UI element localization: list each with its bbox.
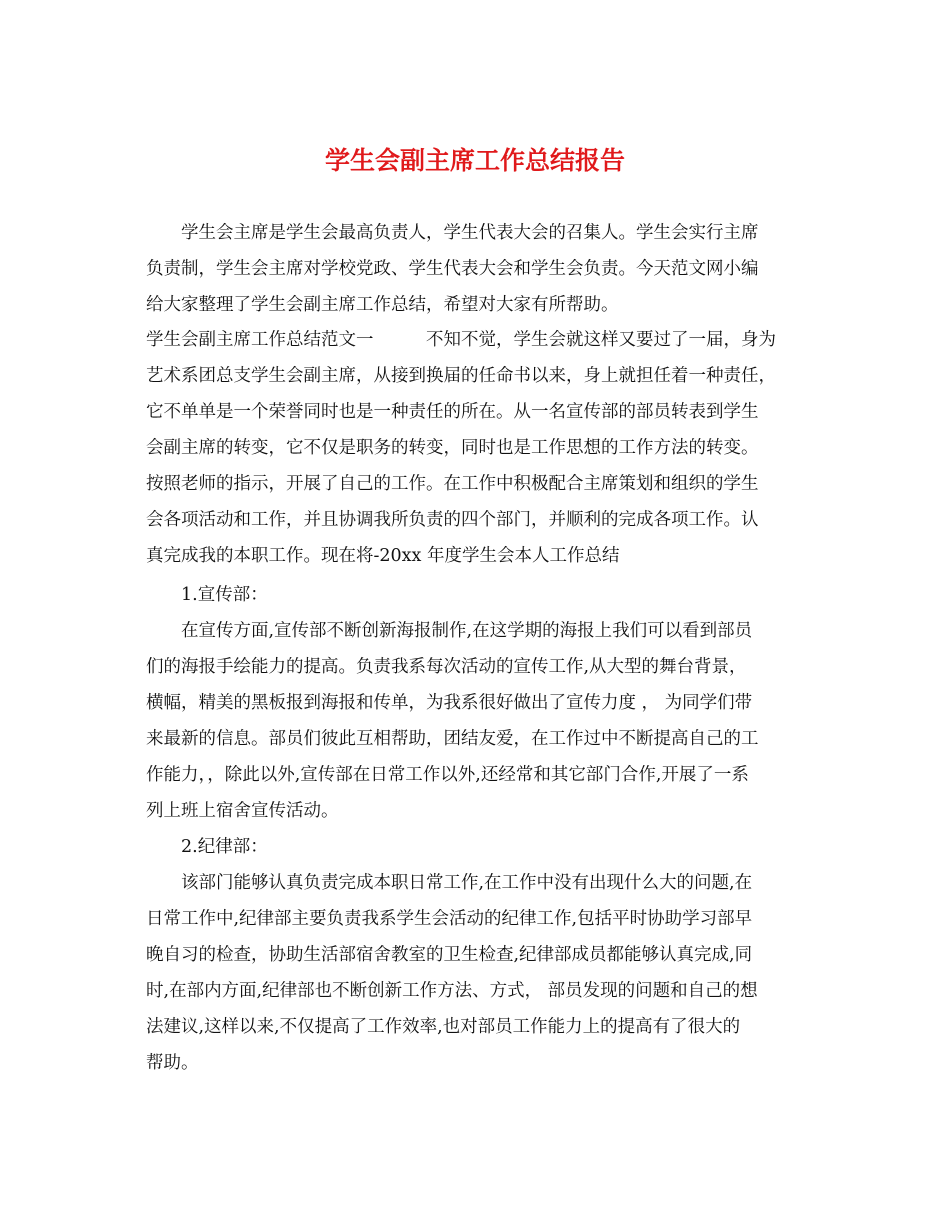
- body-line: 在宣传方面,宣传部不断创新海报制作,在这学期的海报上我们可以看到部员: [146, 621, 753, 641]
- body-line: 日常工作中,纪律部主要负责我系学生会活动的纪律工作,包括平时协助学习部早: [146, 909, 753, 929]
- body-line: 负责制，学生会主席对学校党政、学生代表大会和学生会负责。今天范文网小编: [146, 259, 759, 279]
- body-line: 艺术系团总支学生会副主席，从接到换届的任命书以来，身上就担任着一种责任，: [146, 366, 776, 386]
- section-heading: 2.纪律部：: [146, 837, 268, 857]
- body-line: 时,在部内方面,纪律部也不断创新工作方法、方式， 部员发现的问题和自己的想: [146, 981, 758, 1001]
- body-line: 帮助。: [146, 1053, 199, 1073]
- body-line: 晚自习的检查，协助生活部宿舍教室的卫生检查,纪律部成员都能够认真完成,同: [146, 945, 753, 965]
- body-line: 法建议,这样以来,不仅提高了工作效率,也对部员工作能力上的提高有了很大的: [146, 1017, 741, 1037]
- body-line: 给大家整理了学生会副主席工作总结，希望对大家有所帮助。: [146, 295, 619, 315]
- body-line: 学生会副主席工作总结范文一 不知不觉，学生会就这样又要过了一届，身为: [146, 330, 776, 350]
- body-line: 会各项活动和工作，并且协调我所负责的四个部门，并顺利的完成各项工作。认: [146, 510, 759, 530]
- body-line: 列上班上宿舍宣传活动。: [146, 801, 339, 821]
- body-line: 们的海报手绘能力的提高。负责我系每次活动的宣传工作,从大型的舞台背景，: [146, 657, 747, 677]
- section-heading: 1.宣传部：: [146, 585, 268, 605]
- body-line: 该部门能够认真负责完成本职日常工作,在工作中没有出现什么大的问题,在: [146, 873, 753, 893]
- body-line: 学生会主席是学生会最高负责人，学生代表大会的召集人。学生会实行主席: [146, 223, 759, 243]
- body-line: 来最新的信息。部员们彼此互相帮助，团结友爱，在工作过中不断提高自己的工: [146, 729, 759, 749]
- body-line: 它不单单是一个荣誉同时也是一种责任的所在。从一名宣传部的部员转表到学生: [146, 402, 759, 422]
- body-line: 按照老师的指示，开展了自己的工作。在工作中积极配合主席策划和组织的学生: [146, 474, 759, 494]
- body-line: 作能力，，除此以外,宣传部在日常工作以外,还经常和其它部门合作,开展了一系: [146, 765, 749, 785]
- body-line: 真完成我的本职工作。现在将-20xx 年度学生会本人工作总结: [146, 546, 620, 566]
- body-line: 横幅，精美的黑板报到海报和传单，为我系很好做出了宣传力度 ， 为同学们带: [146, 693, 753, 713]
- document-title: 学生会副主席工作总结报告: [324, 146, 625, 175]
- body-line: 会副主席的转变，它不仅是职务的转变，同时也是工作思想的工作方法的转变。: [146, 438, 759, 458]
